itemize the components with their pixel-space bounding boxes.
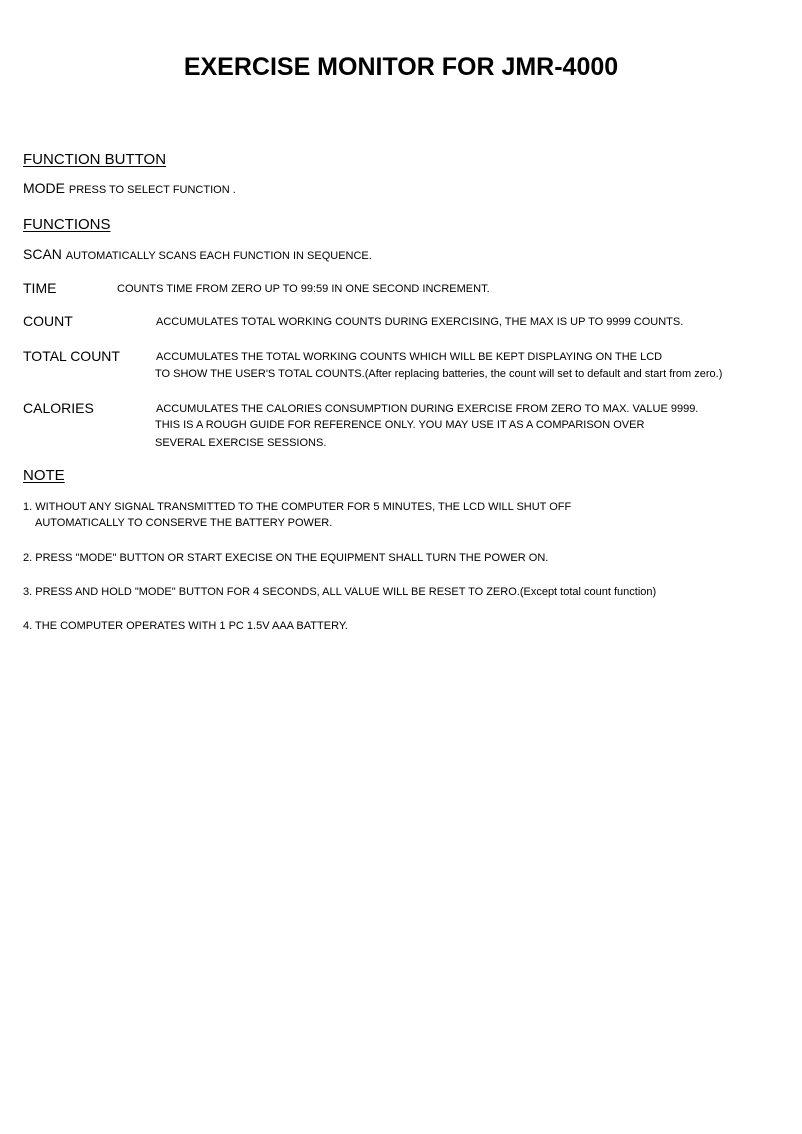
scan-row (23, 246, 372, 262)
note-item-3: 3. PRESS AND HOLD "MODE" BUTTON FOR 4 SECONDS, ALL VALUE WILL BE RESET TO ZERO.(Except total count function) (23, 586, 657, 598)
mode-description: PRESS TO SELECT FUNCTION . (68, 184, 236, 196)
scan-term: SCAN (23, 246, 62, 262)
total-count-term: TOTAL COUNT (23, 348, 120, 364)
calories-description-line-3: SEVERAL EXERCISE SESSIONS. (155, 437, 327, 449)
function-button-heading: FUNCTION BUTTON (23, 151, 167, 168)
mode-term: MODE (23, 180, 65, 196)
calories-description-line-2: THIS IS A ROUGH GUIDE FOR REFERENCE ONLY. YOU MAY USE IT AS A COMPARISON OVER (155, 419, 645, 431)
note-item-2: 2. PRESS "MODE" BUTTON OR START EXECISE ON THE EQUIPMENT SHALL TURN THE POWER ON. (23, 552, 549, 564)
calories-term: CALORIES (23, 400, 94, 416)
time-description: COUNTS TIME FROM ZERO UP TO 99:59 IN ONE SECOND INCREMENT. (117, 283, 490, 295)
note-item-4: 4. THE COMPUTER OPERATES WITH 1 PC 1.5V AAA BATTERY. (23, 620, 348, 632)
total-count-description-line-2: TO SHOW THE USER'S TOTAL COUNTS.(After replacing batteries, the count will set to default and start from zero.) (155, 368, 723, 380)
count-term: COUNT (23, 313, 73, 329)
functions-heading: FUNCTIONS (23, 216, 111, 233)
page-title: EXERCISE MONITOR FOR JMR-4000 (183, 53, 619, 81)
note-item-1-line-1: 1. WITHOUT ANY SIGNAL TRANSMITTED TO THE COMPUTER FOR 5 MINUTES, THE LCD WILL SHUT OFF (23, 501, 572, 513)
note-heading: NOTE (23, 467, 65, 484)
mode-row (23, 180, 236, 196)
total-count-description-line-1: ACCUMULATES THE TOTAL WORKING COUNTS WHICH WILL BE KEPT DISPLAYING ON THE LCD (156, 351, 663, 363)
time-term: TIME (23, 280, 57, 296)
count-description: ACCUMULATES TOTAL WORKING COUNTS DURING EXERCISING, THE MAX IS UP TO 9999 COUNTS. (156, 316, 684, 328)
scan-description: AUTOMATICALLY SCANS EACH FUNCTION IN SEQUENCE. (65, 250, 372, 262)
calories-description-line-1: ACCUMULATES THE CALORIES CONSUMPTION DURING EXERCISE FROM ZERO TO MAX. VALUE 9999. (156, 403, 699, 415)
note-item-1-line-2: AUTOMATICALLY TO CONSERVE THE BATTERY POWER. (35, 517, 333, 529)
